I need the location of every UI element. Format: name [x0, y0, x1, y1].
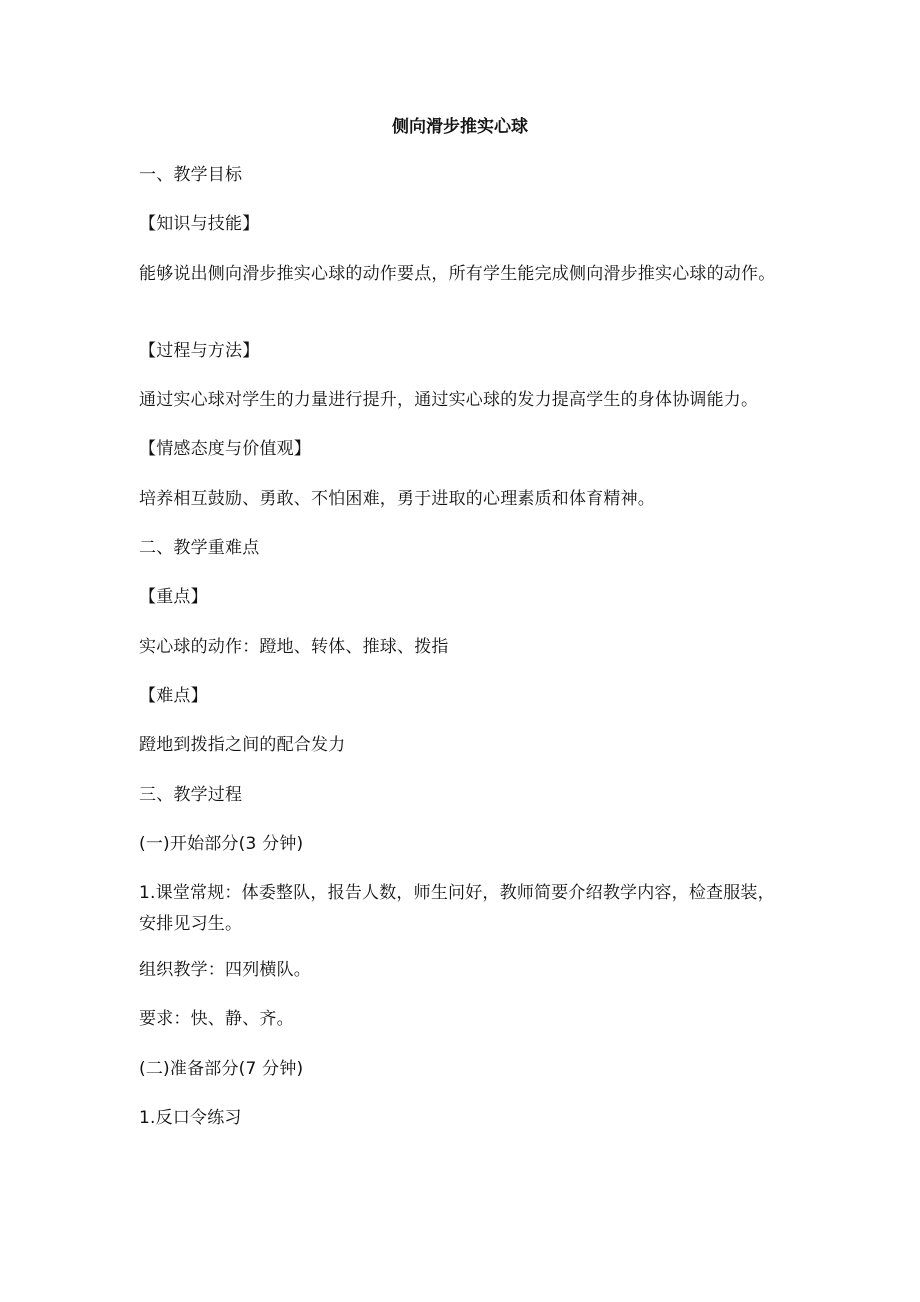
emotion-values-text: 培养相互鼓励、勇敢、不怕困难，勇于进取的心理素质和体育精神。 — [139, 489, 655, 509]
organization-text: 组织教学：四列横队。 — [139, 960, 311, 980]
key-difficult-heading: 二、教学重难点 — [139, 538, 260, 558]
key-point-heading: 【重点】 — [139, 587, 208, 607]
process-heading: 三、教学过程 — [139, 785, 243, 805]
routine-text: 1.课堂常规：体委整队，报告人数，师生问好，教师简要介绍教学内容，检查服装，安排见习生。 — [139, 883, 775, 934]
reverse-command-text: 1.反口令练习 — [139, 1108, 242, 1128]
start-part-heading: (一)开始部分(3 分钟) — [139, 834, 304, 854]
document-title: 侧向滑步推实心球 — [392, 117, 528, 137]
difficult-point-heading: 【难点】 — [139, 686, 208, 706]
prep-part-heading: (二)准备部分(7 分钟) — [139, 1059, 304, 1079]
emotion-values-heading: 【情感态度与价值观】 — [139, 439, 311, 459]
process-methods-heading: 【过程与方法】 — [139, 341, 260, 361]
process-methods-text: 通过实心球对学生的力量进行提升，通过实心球的发力提高学生的身体协调能力。 — [139, 390, 759, 410]
knowledge-skills-text: 能够说出侧向滑步推实心球的动作要点，所有学生能完成侧向滑步推实心球的动作。 — [139, 264, 776, 284]
difficult-point-text: 蹬地到拨指之间的配合发力 — [139, 735, 346, 755]
requirement-text: 要求：快、静、齐。 — [139, 1009, 294, 1029]
key-point-text: 实心球的动作：蹬地、转体、推球、拨指 — [139, 637, 449, 657]
objectives-heading: 一、教学目标 — [139, 165, 243, 185]
knowledge-skills-heading: 【知识与技能】 — [139, 214, 260, 234]
